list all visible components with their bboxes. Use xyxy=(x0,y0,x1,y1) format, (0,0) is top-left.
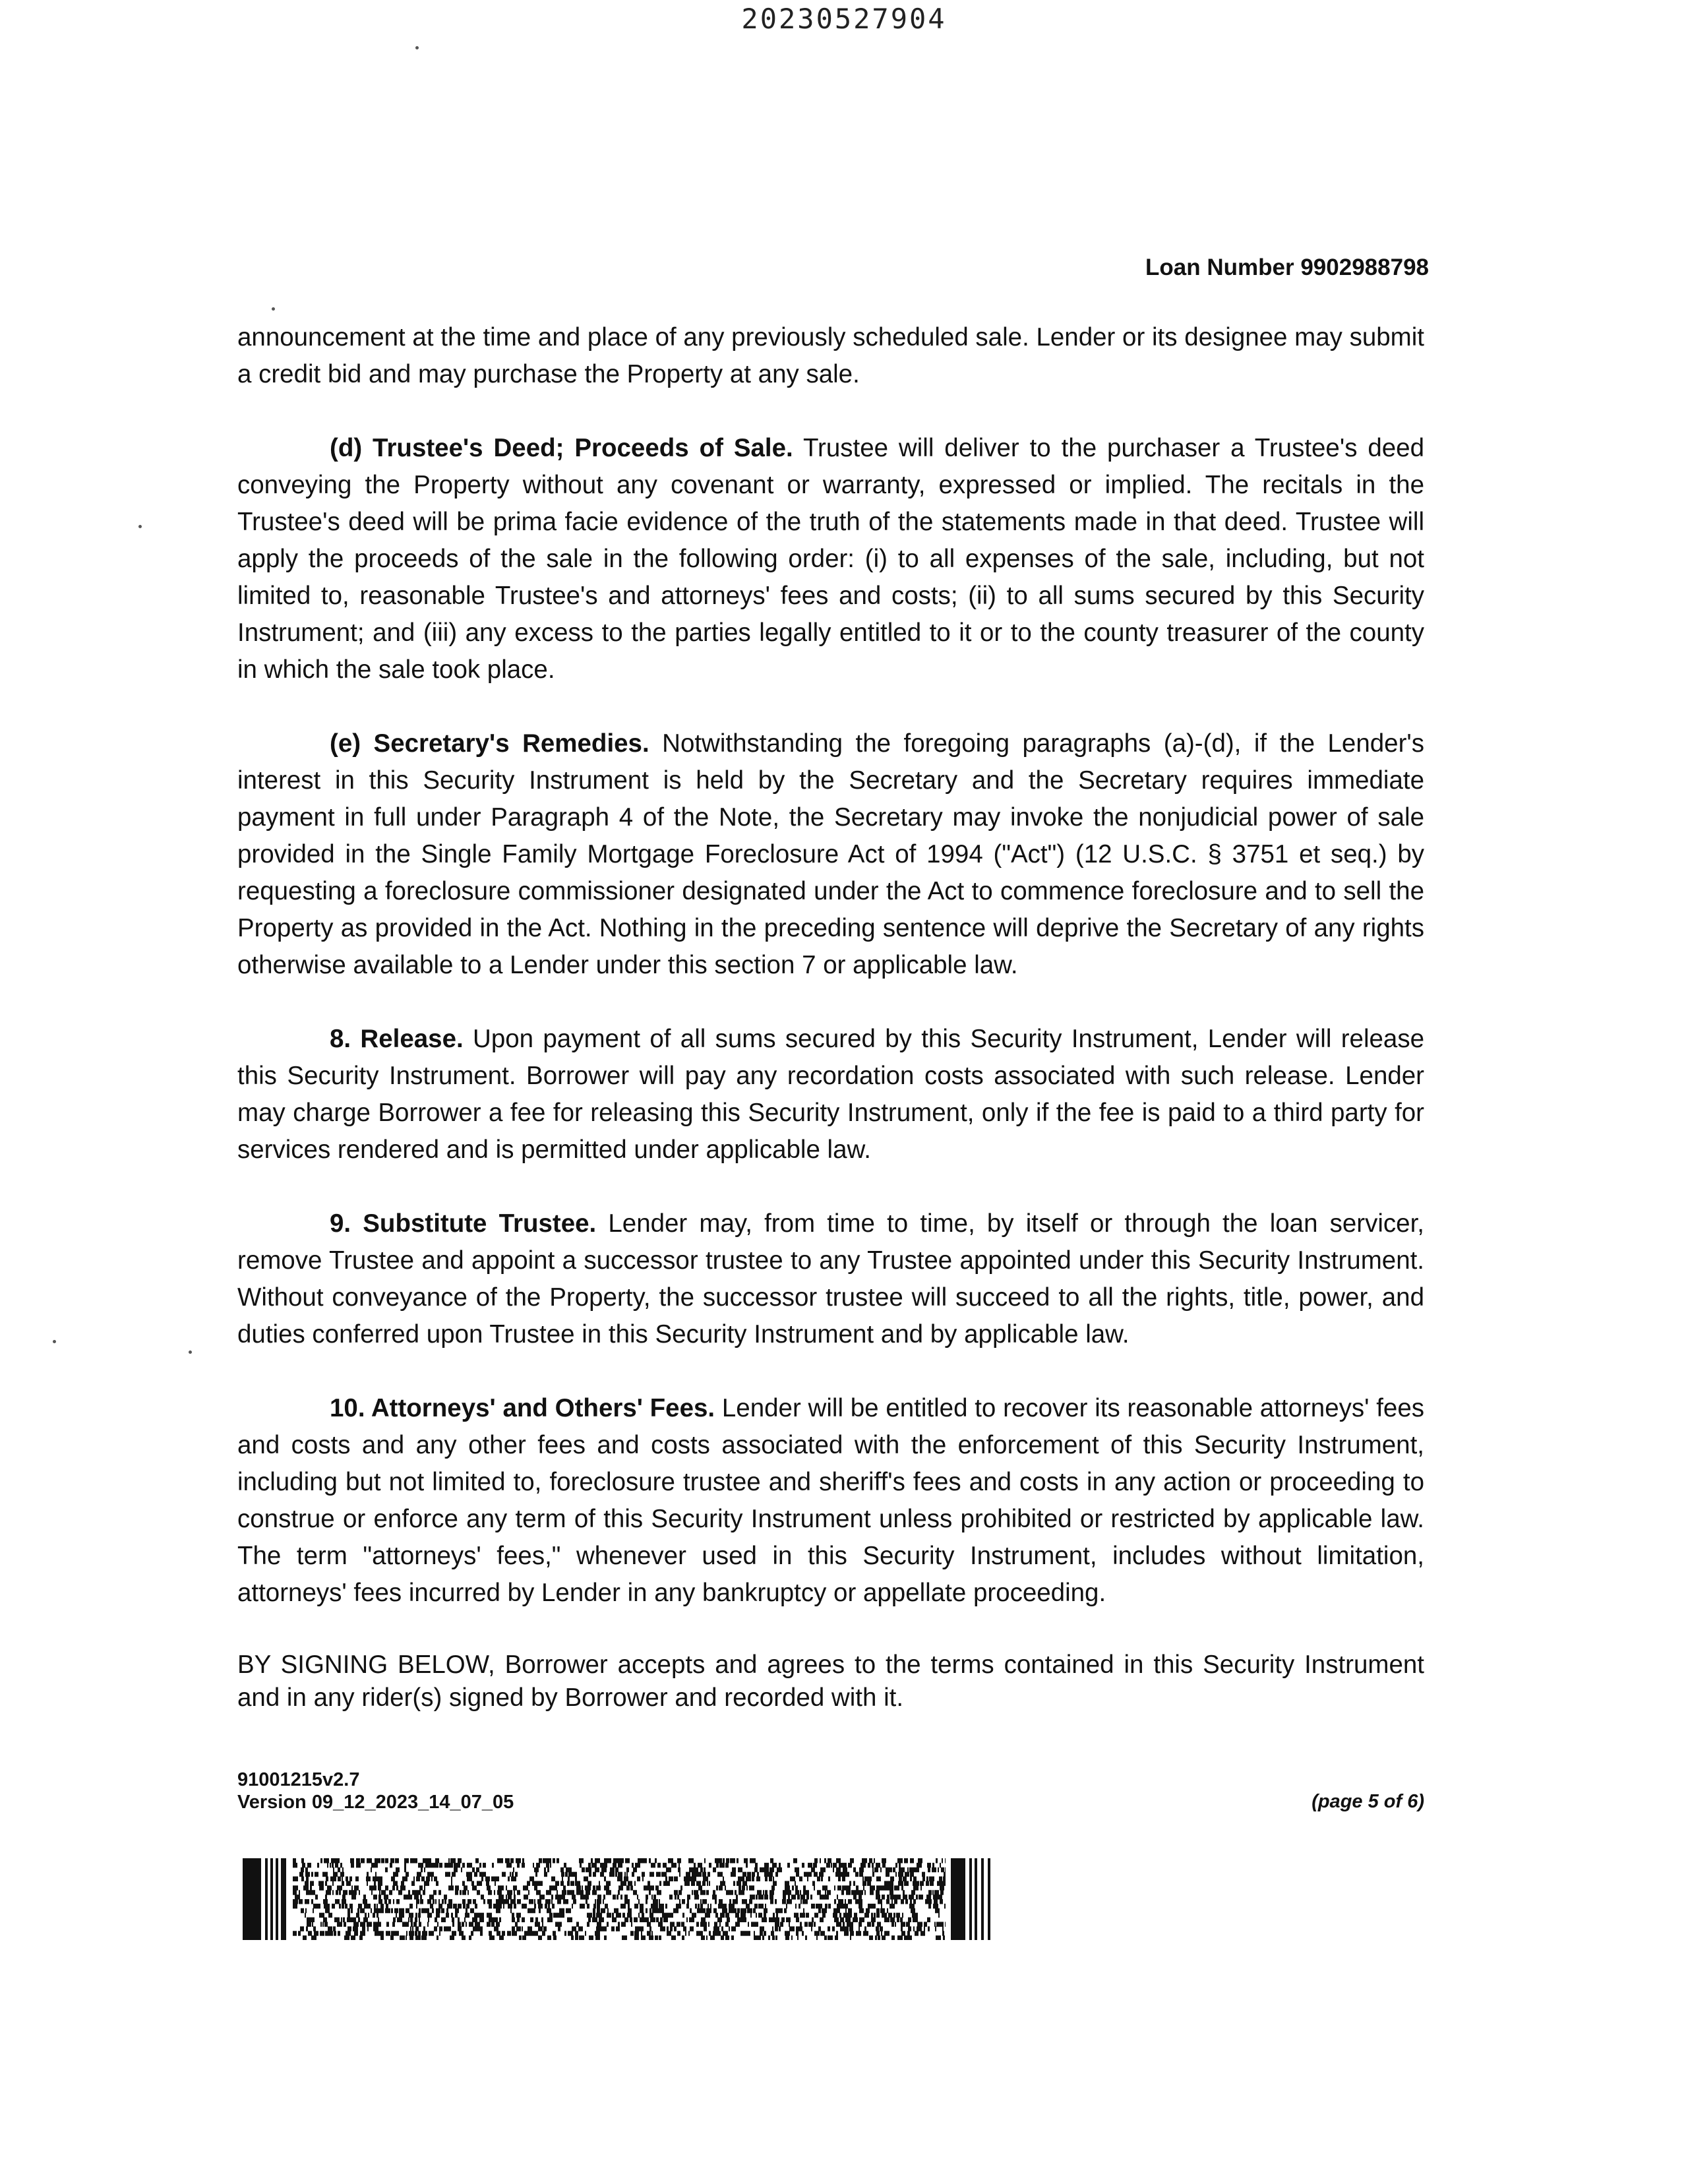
form-id: 91001215v2.7 xyxy=(237,1769,360,1790)
paragraph-trustees-deed xyxy=(237,430,1424,688)
paragraph-title: 10. Attorneys' and Others' Fees. xyxy=(330,1394,715,1422)
paragraph-title: (d) Trustee's Deed; Proceeds of Sale. xyxy=(330,434,793,462)
paragraph-title: 9. Substitute Trustee. xyxy=(330,1209,597,1238)
scan-speck xyxy=(189,1350,192,1354)
paragraph-body: Trustee will deliver to the purchaser a Trustee's deed conveying the Property without any covenant or warranty, expressed or implied. The recitals in the Trustee's deed will be prima facie evidence of the truth of the statements made in that deed. Trustee will apply the proceeds of the sale in the following order: (i) to all expenses of the sale, including, but not limited to, reasonable Trustee's and attorneys' fees and costs; (ii) to all sums secured by this Security Instrument; and (iii) any excess to the parties legally entitled to it or to the county treasurer of the county in which the sale took place. xyxy=(237,434,1424,684)
scan-speck xyxy=(272,307,275,311)
loan-number: Loan Number 9902988798 xyxy=(1145,255,1429,280)
paragraph-body: Lender may, from time to time, by itself or through the loan servicer, remove Trustee and appoint a successor trustee to any Trustee appointed under this Security Instrument. Without conveyance of the Property, the successor trustee will succeed to all the rights, title, power, and duties conferred upon Trustee in this Security Instrument and by applicable law. xyxy=(237,1209,1424,1349)
paragraph-title: (e) Secretary's Remedies. xyxy=(330,729,649,758)
paragraph-body: Notwithstanding the foregoing paragraphs (a)-(d), if the Lender's interest in this Security Instrument is held by the Secretary and the Secretary requires immediate payment in full under Paragraph 4 of the Note, the Secretary may invoke the nonjudicial power of sale provided in the Single Family Mortgage Foreclosure Act of 1994 ("Act") (12 U.S.C. § 3751 et seq.) by requesting a foreclosure commissioner designated under the Act to commence foreclosure and to sell the Property as provided in the Act. Nothing in the preceding sentence will deprive the Secretary of any rights otherwise available to a Lender under this section 7 or applicable law. xyxy=(237,729,1425,979)
paragraph-secretarys-remedies xyxy=(237,725,1424,984)
paragraph-attorneys-fees xyxy=(237,1390,1424,1612)
scan-speck xyxy=(138,525,142,528)
pdf417-barcode-icon xyxy=(243,1858,992,1940)
paragraph-signing-statement: BY SIGNING BELOW, Borrower accepts and agrees to the terms contained in this Security Instrument and in any rider(s) signed by Borrower and recorded with it. xyxy=(237,1651,1424,1712)
paragraph-sale-announcement: announcement at the time and place of any previously scheduled sale. Lender or its designee may submit a credit bid and may purchase the Property at any sale. xyxy=(237,323,1424,388)
form-version: Version 09_12_2023_14_07_05 xyxy=(237,1792,514,1813)
paragraph-title: 8. Release. xyxy=(330,1025,464,1053)
page-number: (page 5 of 6) xyxy=(1311,1791,1424,1812)
paragraph-release xyxy=(237,1021,1424,1168)
paragraph-substitute-trustee xyxy=(237,1205,1424,1353)
form-identifier xyxy=(237,1769,514,1813)
paragraph-body: Upon payment of all sums secured by this Security Instrument, Lender will release this Security Instrument. Borrower will pay any recordation costs associated with such release. Lender may charge Borrower a fee for releasing this Security Instrument, only if the fee is paid to a third party for services rendered and is permitted under applicable law. xyxy=(237,1025,1424,1164)
recording-number: 20230527904 xyxy=(741,3,947,35)
scan-speck xyxy=(53,1340,56,1343)
scan-speck xyxy=(415,46,419,49)
paragraph-body: Lender will be entitled to recover its reasonable attorneys' fees and costs and any other fees and costs associated with the enforcement of this Security Instrument, including but not limited to, foreclosure trustee and sheriff's fees and costs in any action or proceeding to construe or enforce any term of this Security Instrument unless prohibited or restricted by applicable law. The term "attorneys' fees," whenever used in this Security Instrument, includes without limitation, attorneys' fees incurred by Lender in any bankruptcy or appellate proceeding. xyxy=(237,1394,1425,1607)
document-body xyxy=(237,319,1424,1714)
